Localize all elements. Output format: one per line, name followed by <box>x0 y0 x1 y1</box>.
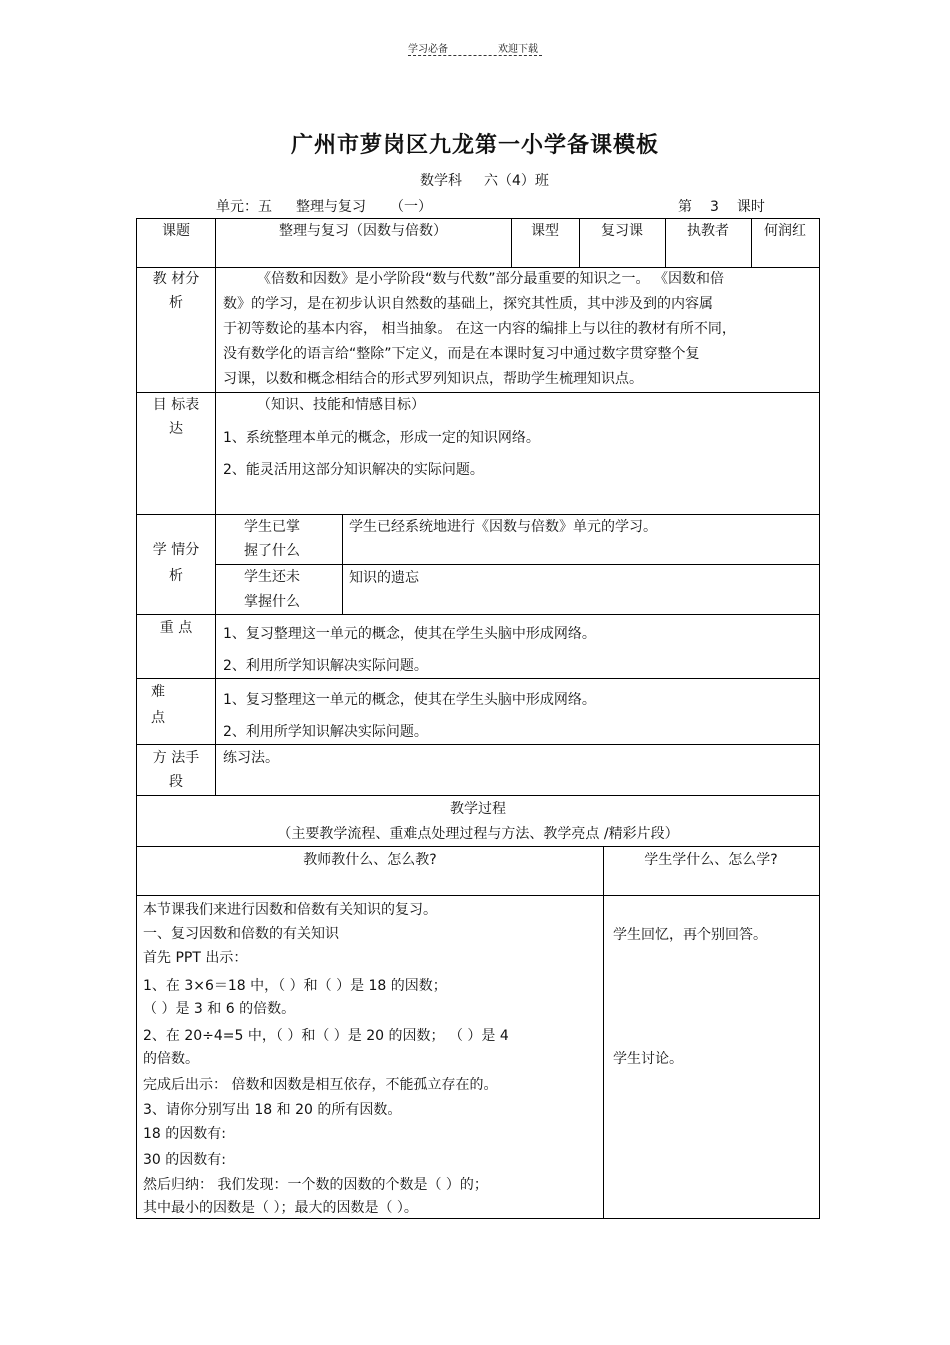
learner-label-2: 析 <box>169 568 183 584</box>
difficulties-label-2: 点 <box>151 710 165 726</box>
not-mastered-label: 学生还未 <box>244 569 300 585</box>
teacher-column-header: 教师教什么、怎么教? <box>303 852 437 868</box>
header-right: 欢迎下载 <box>498 44 538 55</box>
header-divider <box>408 55 542 56</box>
row-divider <box>137 846 819 847</box>
process-subtitle: （主要教学流程、重难点处理过程与方法、教学亮点 /精彩片段） <box>277 826 679 842</box>
difficulty-item: 1、复习整理这一单元的概念，使其在学生头脑中形成网络。 <box>223 692 596 708</box>
process-line: 2、在 20÷4=5 中，（ ）和（ ）是 20 的因数； （ ）是 4 <box>143 1028 509 1044</box>
process-line: 的倍数。 <box>143 1051 199 1067</box>
goal-item: 2、能灵活用这部分知识解决的实际问题。 <box>223 462 484 478</box>
row-divider <box>137 267 819 268</box>
row-divider <box>137 795 819 796</box>
lesson-prefix: 第 <box>678 199 692 215</box>
methods-label: 方 法手 <box>152 750 200 766</box>
key-point-item: 1、复习整理这一单元的概念，使其在学生头脑中形成网络。 <box>223 626 596 642</box>
process-title: 教学过程 <box>450 801 506 817</box>
row-divider <box>215 564 819 565</box>
col-divider <box>215 267 216 795</box>
goal-item: 1、系统整理本单元的概念，形成一定的知识网络。 <box>223 430 540 446</box>
lesson-number <box>678 196 765 216</box>
unit-name: 整理与复习 <box>296 199 366 215</box>
page-header <box>408 40 538 55</box>
process-line: 1、在 3×6＝18 中，（ ）和（ ）是 18 的因数； <box>143 978 447 994</box>
row-divider <box>137 678 819 679</box>
process-line: 本节课我们来进行因数和倍数有关知识的复习。 <box>143 902 437 918</box>
process-line: 3、请你分别写出 18 和 20 的所有因数。 <box>143 1102 402 1118</box>
header-left: 学习必备 <box>408 44 448 55</box>
student-note: 学生回忆，再个别回答。 <box>613 927 767 943</box>
process-line: 首先 PPT 出示： <box>143 950 248 966</box>
process-line: 其中最小的因数是（ ）；最大的因数是（ ）。 <box>143 1200 418 1216</box>
row-divider <box>137 744 819 745</box>
unit-part: （一） <box>390 199 432 215</box>
analysis-line: 没有数学化的语言给“整除”下定义，而是在本课时复习中通过数字贯穿整个复 <box>223 346 700 362</box>
learner-label: 学 情分 <box>152 542 200 558</box>
analysis-line: 于初等数论的基本内容， 相当抽象。 在这一内容的编排上与以往的教材有所不同， <box>223 321 736 337</box>
unit-label: 单元：五 <box>216 199 272 215</box>
student-note: 学生讨论。 <box>613 1051 683 1067</box>
goals-label: 目 标表 <box>152 397 200 413</box>
topic-value: 整理与复习（因数与倍数） <box>279 223 447 239</box>
process-line: （ ）是 3 和 6 的倍数。 <box>143 1001 296 1017</box>
lesson-value: 3 <box>710 199 719 215</box>
methods-value: 练习法。 <box>223 750 279 766</box>
difficulty-item: 2、利用所学知识解决实际问题。 <box>223 724 428 740</box>
teacher-value: 何润红 <box>764 223 806 239</box>
row-divider <box>137 895 819 896</box>
process-line: 18 的因数有: <box>143 1126 226 1142</box>
process-line: 30 的因数有: <box>143 1152 226 1168</box>
analysis-line: 习课，以数和概念相结合的形式罗列知识点，帮助学生梳理知识点。 <box>223 371 643 387</box>
not-mastered-label-2: 掌握什么 <box>244 594 300 610</box>
mastered-label-2: 握了什么 <box>244 543 300 559</box>
row-divider <box>137 392 819 393</box>
analysis-label-2: 析 <box>169 295 183 311</box>
process-line: 一、复习因数和倍数的有关知识 <box>143 926 339 942</box>
col-divider <box>603 846 604 1218</box>
unit-row <box>216 196 432 216</box>
analysis-line: 数》的学习，是在初步认识自然数的基础上，探究其性质，其中涉及到的内容属 <box>223 296 713 312</box>
process-line: 然后归纳： 我们发现：一个数的因数的个数是（ ）的； <box>143 1177 488 1193</box>
class-name: 六（4）班 <box>484 173 549 189</box>
page-title: 广州市萝岗区九龙第一小学备课模板 <box>290 133 659 158</box>
col-divider <box>342 514 343 614</box>
type-label: 课型 <box>531 223 559 239</box>
type-value: 复习课 <box>601 223 643 239</box>
row-divider <box>137 614 819 615</box>
lesson-suffix: 课时 <box>736 199 765 215</box>
key-point-item: 2、利用所学知识解决实际问题。 <box>223 658 428 674</box>
subject: 数学科 <box>420 173 462 189</box>
analysis-label: 教 材分 <box>152 271 200 287</box>
row-divider <box>137 514 819 515</box>
topic-label: 课题 <box>162 223 190 239</box>
subtitle <box>420 170 549 190</box>
teacher-label: 执教者 <box>687 223 729 239</box>
mastered-value: 学生已经系统地进行《因数与倍数》单元的学习。 <box>349 519 657 535</box>
goals-label-2: 达 <box>169 421 183 437</box>
key-points-label: 重 点 <box>159 620 193 636</box>
not-mastered-value: 知识的遗忘 <box>349 570 419 586</box>
goals-heading: （知识、技能和情感目标） <box>257 397 425 413</box>
lesson-plan-table <box>136 218 820 1219</box>
difficulties-label: 难 <box>151 684 165 700</box>
mastered-label: 学生已掌 <box>244 519 300 535</box>
student-column-header: 学生学什么、怎么学? <box>644 852 778 868</box>
methods-label-2: 段 <box>169 774 183 790</box>
analysis-line: 《倍数和因数》是小学阶段“数与代数”部分最重要的知识之一。 《因数和倍 <box>257 271 724 287</box>
process-line: 完成后出示： 倍数和因数是相互依存，不能孤立存在的。 <box>143 1077 498 1093</box>
